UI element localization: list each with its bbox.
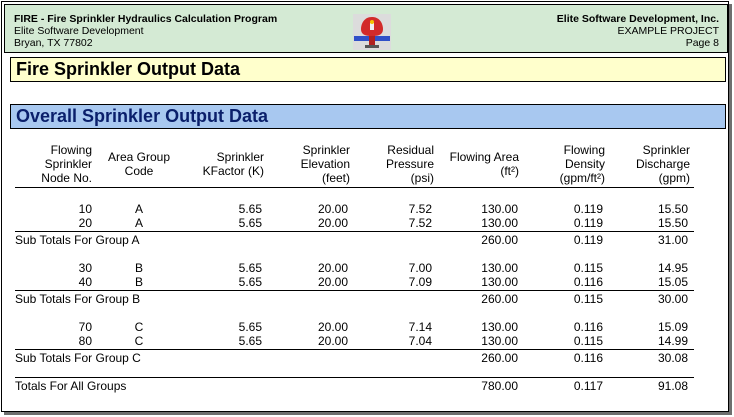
col-header-density [527, 143, 605, 185]
table-cell: 80 [78, 334, 92, 348]
table-cell: 20 [78, 216, 92, 230]
table-cell: 7.52 [408, 202, 432, 216]
table-cell: 20.00 [317, 275, 348, 289]
table-cell: 260.00 [481, 292, 518, 306]
table-cell: 15.09 [657, 320, 688, 334]
table-cell: Sub Totals For Group C [15, 351, 141, 365]
table-cell: Code [124, 164, 154, 178]
col-header-group [98, 150, 180, 178]
table-cell: 20.00 [317, 202, 348, 216]
table-cell: 7.00 [408, 261, 432, 275]
table-cell: 0.116 [573, 351, 603, 365]
table-cell: 30.00 [657, 292, 688, 306]
table-cell: 91.08 [657, 379, 688, 393]
table-cell: 130.00 [481, 261, 518, 275]
project-name: EXAMPLE PROJECT [617, 25, 719, 37]
table-cell: 780.00 [481, 379, 518, 393]
table-cell: A [134, 216, 143, 230]
table-cell: 130.00 [481, 202, 518, 216]
col-header-kfactor [182, 150, 264, 178]
col-header-elevation [270, 143, 350, 185]
subsection-title: Overall Sprinkler Output Data [10, 104, 726, 129]
header-right [557, 13, 719, 49]
sprinkler-logo-icon [353, 14, 391, 50]
table-cell: 0.115 [573, 334, 603, 348]
table-cell: 5.65 [238, 216, 262, 230]
header-left [14, 13, 277, 49]
table-cell: B [134, 261, 143, 275]
table-cell: 130.00 [481, 334, 518, 348]
table-cell: C [134, 320, 144, 334]
table-cell: 15.05 [657, 275, 688, 289]
table-cell: 14.99 [657, 334, 688, 348]
table-cell: (psi) [410, 171, 434, 185]
program-title: FIRE - Fire Sprinkler Hydraulics Calculation Program [14, 13, 278, 25]
table-cell: 7.04 [408, 334, 432, 348]
table-cell: 20.00 [317, 261, 348, 275]
subtotal-rule [15, 349, 694, 350]
table-cell: 15.50 [657, 216, 688, 230]
section-title: Fire Sprinkler Output Data [10, 57, 726, 82]
table-cell: Flowing [50, 143, 92, 157]
company-name-right: Elite Software Development, Inc. [556, 13, 719, 25]
table-cell: 5.65 [238, 202, 262, 216]
table-cell: 5.65 [238, 275, 262, 289]
table-cell: Flowing [563, 143, 605, 157]
col-header-pressure [354, 143, 434, 185]
table-cell: 260.00 [481, 233, 518, 247]
table-cell: 15.50 [657, 202, 688, 216]
table-cell: Pressure [385, 157, 434, 171]
table-cell: (gpm) [658, 171, 690, 185]
subtotal-rule [15, 290, 694, 291]
page-number: Page 8 [685, 37, 719, 49]
col-header-discharge [608, 143, 690, 185]
table-cell: Sub Totals For Group B [15, 292, 141, 306]
table-cell: 7.09 [408, 275, 432, 289]
table-cell: 5.65 [238, 261, 262, 275]
table-cell: Totals For All Groups [15, 379, 127, 393]
table-cell: 0.116 [573, 275, 603, 289]
table-cell: 31.00 [657, 233, 688, 247]
table-cell: 0.119 [573, 216, 603, 230]
table-cell: Elevation [300, 157, 350, 171]
table-cell: Area Group [107, 150, 171, 164]
table-cell: KFactor (K) [202, 164, 264, 178]
table-cell: 0.119 [573, 233, 603, 247]
table-cell: 0.116 [573, 320, 603, 334]
report-page [1, 1, 729, 412]
table-cell: 0.115 [573, 261, 603, 275]
table-cell: 260.00 [481, 351, 518, 365]
table-cell: 5.65 [238, 320, 262, 334]
table-cell: 40 [78, 275, 92, 289]
table-cell: Sprinkler [216, 150, 264, 164]
table-cell: 130.00 [481, 216, 518, 230]
table-cell: (gpm/ft²) [559, 171, 605, 185]
table-cell: 0.115 [573, 292, 603, 306]
table-cell: 130.00 [481, 275, 518, 289]
table-cell: 130.00 [481, 320, 518, 334]
company-address: Bryan, TX 77802 [14, 37, 93, 49]
table-cell: Flowing Area [449, 150, 519, 164]
table-cell: 5.65 [238, 334, 262, 348]
table-cell: 14.95 [657, 261, 688, 275]
total-rule [15, 377, 694, 378]
table-cell: Sub Totals For Group A [15, 233, 140, 247]
table-cell: 20.00 [317, 216, 348, 230]
table-cell: Node No. [41, 171, 92, 185]
table-cell: (ft²) [500, 164, 519, 178]
company-name: Elite Software Development [14, 25, 144, 37]
col-header-node [22, 143, 92, 185]
table-cell: Sprinkler [642, 143, 690, 157]
table-cell: 70 [78, 320, 92, 334]
table-cell: 20.00 [317, 334, 348, 348]
subtotal-rule [15, 231, 694, 232]
table-cell: 30 [78, 261, 92, 275]
table-cell: (feet) [321, 171, 350, 185]
table-cell: Discharge [635, 157, 690, 171]
table-cell: 7.14 [408, 320, 432, 334]
header-rule [15, 187, 694, 188]
table-cell: 7.52 [408, 216, 432, 230]
table-cell: 0.119 [573, 202, 603, 216]
table-cell: Residual [387, 143, 434, 157]
col-header-area [430, 150, 519, 178]
table-cell: C [134, 334, 144, 348]
table-cell: 0.117 [573, 379, 603, 393]
report-header [4, 4, 728, 53]
table-cell: 30.08 [657, 351, 688, 365]
table-cell: Sprinkler [44, 157, 92, 171]
table-cell: 10 [78, 202, 92, 216]
table-cell: Density [564, 157, 605, 171]
table-cell: B [134, 275, 143, 289]
table-cell: Sprinkler [302, 143, 350, 157]
table-cell: 20.00 [317, 320, 348, 334]
table-cell: A [134, 202, 143, 216]
